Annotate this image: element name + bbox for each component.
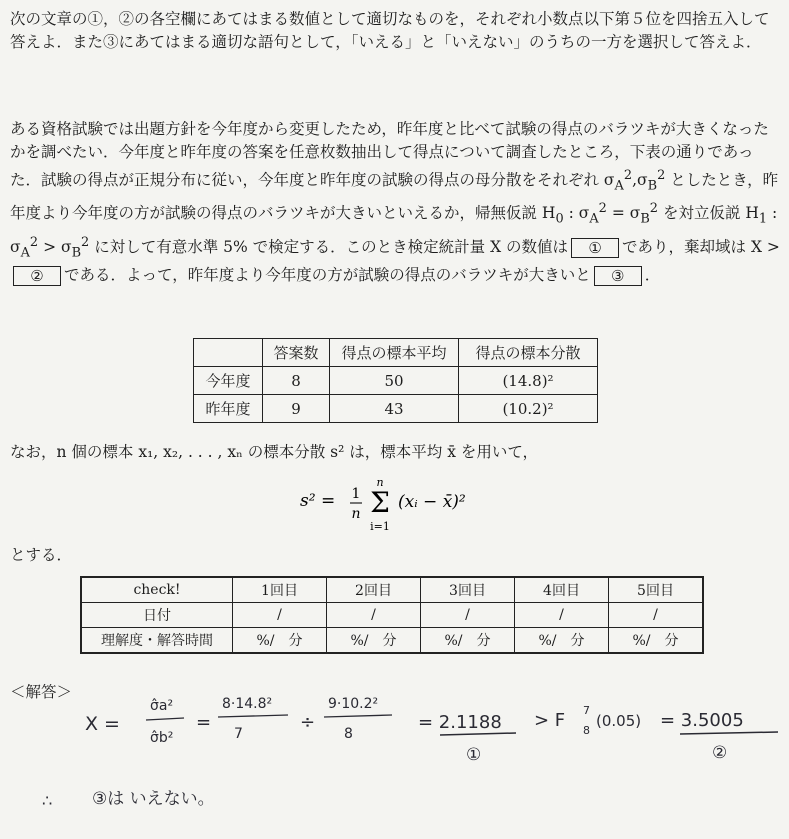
hw-den-1: 7 — [234, 726, 243, 742]
result-header-row — [194, 339, 598, 367]
check-cell: / — [327, 603, 421, 628]
result-cell: 昨年度 — [194, 395, 263, 423]
result-table — [193, 338, 598, 423]
check-cell: / — [515, 603, 609, 628]
check-header-row — [81, 577, 703, 603]
answer-blank-2: ② — [13, 266, 61, 286]
check-time-row — [81, 628, 703, 654]
hw-frac-bar-3 — [324, 715, 392, 717]
check-cell: %/ 分 — [515, 628, 609, 654]
result-cell: 8 — [263, 367, 330, 395]
hw-eq: = — [196, 712, 212, 733]
note-text: なお，n 個の標本 x₁, x₂, . . . , xₙ の標本分散 s² は，標本平均 x̄ を用いて， — [10, 443, 539, 461]
hw-frac-bar-1 — [146, 718, 184, 720]
result-cell: 今年度 — [194, 367, 263, 395]
answer-blank-1: ① — [571, 238, 619, 258]
result-header-cell: 得点の標本平均 — [330, 339, 459, 367]
answer-blank-3: ③ — [594, 266, 642, 286]
hw-mark-2: ② — [712, 743, 728, 763]
sigma-icon: Σ — [370, 486, 390, 519]
check-header-cell: check! — [81, 577, 233, 603]
hw-x-eq: X = — [85, 713, 120, 735]
suru-text: とする． — [10, 546, 73, 564]
problem-body: ある資格試験では出題方針を今年度から変更したため，昨年度と比べて試験の得点のバラツキが大きくなったかを調べたい．今年度と昨年度の答案を任意枚数抽出して得点について調査したところ，下表の通りであった．試験の得点が正規分布に従い，今年度と昨年度の試験の得点の母分散をそれぞれ $\sigma_A^2,\sigma_B^2$ としたとき，昨年度より今年度の方が試験の得点のバラツキが大きいといえるか，帰無仮説 $H_0$ : $\sigma_A^2 = \sigma_B^2$ を対立仮説 $H_1$ : $\sigma_A^2 > \sigma_B^2$ に対して有意水準 5% で検定する．このとき検定統計量 X の数値は ① であり，棄却域は X >② である．よって，昨年度より今年度の方が試験の得点のバラツキが大きいと ③ ． — [10, 120, 780, 285]
body-part-3: を対立仮説 H — [662, 204, 759, 223]
variance-formula — [290, 474, 520, 538]
formula-lhs: s² = — [300, 491, 336, 511]
hw-num-1: 8·14.8² — [222, 696, 273, 712]
formula-frac-num: 1 — [351, 486, 361, 502]
instruction-text: 次の文章の①，②の各空欄にあてはまる数値として適切なものを，それぞれ小数点以下第５位を四捨五入して答えよ．また③にあてはまる適切な語句として，「いえる」と「いえない」のうちの一方を選択して答えよ． — [10, 10, 770, 51]
hw-underline-2 — [680, 732, 778, 734]
hw-frac-bar-2 — [218, 715, 288, 717]
check-cell: / — [233, 603, 327, 628]
body-part-4: に対して有意水準 5% で検定する．このとき検定統計量 X の数値は — [94, 237, 569, 256]
check-cell: / — [421, 603, 515, 628]
result-cell: 50 — [330, 367, 459, 395]
hw-f-sup: 7 — [583, 704, 590, 717]
hw-div: ÷ — [300, 712, 316, 733]
check-cell: %/ 分 — [609, 628, 704, 654]
hw-underline-1 — [440, 733, 516, 735]
check-cell: %/ 分 — [233, 628, 327, 654]
hw-conclusion: ③は いえない。 — [92, 789, 215, 809]
hw-value-2: = 3.5005 — [660, 710, 744, 731]
body-part-1: ある資格試験では出題方針を今年度から変更したため，昨年度と比べて試験の得点のバラツキが大きくなったかを調べたい．今年度と昨年度の答案を任意枚数抽出して得点について調査したところ，下表の通りであった．試験の得点が正規分布に従い，今年度と昨年度の試験の得点の母分散をそれぞれ σ — [10, 120, 769, 190]
check-header-cell: 5回目 — [609, 577, 704, 603]
result-cell: 43 — [330, 395, 459, 423]
hw-value-1: = 2.1188 — [418, 712, 502, 733]
hw-f-sub: 8 — [583, 724, 590, 737]
hw-sigma-a: σ̂a² — [150, 698, 174, 714]
check-cell: / — [609, 603, 704, 628]
result-cell: (14.8)² — [459, 367, 598, 395]
result-row-this-year — [194, 367, 598, 395]
hw-gt-f: > F — [534, 710, 566, 731]
formula-frac-den: n — [351, 506, 361, 522]
check-cell: 理解度・解答時間 — [81, 628, 233, 654]
formula-term: (xᵢ − x̄)² — [398, 492, 466, 512]
result-header-cell — [194, 339, 263, 367]
body-part-6: である．よって，昨年度より今年度の方が試験の得点のバラツキが大きいと — [64, 265, 591, 284]
body-part-2: としたとき，昨年度より今年度の方が試験の得点のバラツキが大きいといえるか，帰無仮説 H — [10, 171, 779, 223]
result-row-last-year — [194, 395, 598, 423]
handwritten-answer — [0, 690, 789, 839]
check-table — [80, 576, 704, 654]
result-header-cell: 得点の標本分散 — [459, 339, 598, 367]
result-cell: (10.2)² — [459, 395, 598, 423]
check-header-cell: 1回目 — [233, 577, 327, 603]
hw-mark-1: ① — [466, 745, 482, 765]
body-part-5: であり，棄却域は X > — [622, 237, 780, 256]
formula-sum-top: n — [376, 476, 384, 489]
check-cell: %/ 分 — [327, 628, 421, 654]
formula-sum-bottom: i=1 — [370, 520, 390, 533]
hw-num-2: 9·10.2² — [328, 696, 379, 712]
answer-label: ＜解答＞ — [10, 683, 73, 701]
hw-f-arg: (0.05) — [596, 712, 642, 730]
hw-sigma-b: σ̂b² — [150, 730, 174, 746]
check-header-cell: 4回目 — [515, 577, 609, 603]
check-date-row — [81, 603, 703, 628]
check-header-cell: 2回目 — [327, 577, 421, 603]
check-cell: 日付 — [81, 603, 233, 628]
hw-den-2: 8 — [344, 726, 353, 742]
result-header-cell: 答案数 — [263, 339, 330, 367]
result-cell: 9 — [263, 395, 330, 423]
check-header-cell: 3回目 — [421, 577, 515, 603]
check-cell: %/ 分 — [421, 628, 515, 654]
hw-therefore: ∴ — [42, 791, 53, 810]
